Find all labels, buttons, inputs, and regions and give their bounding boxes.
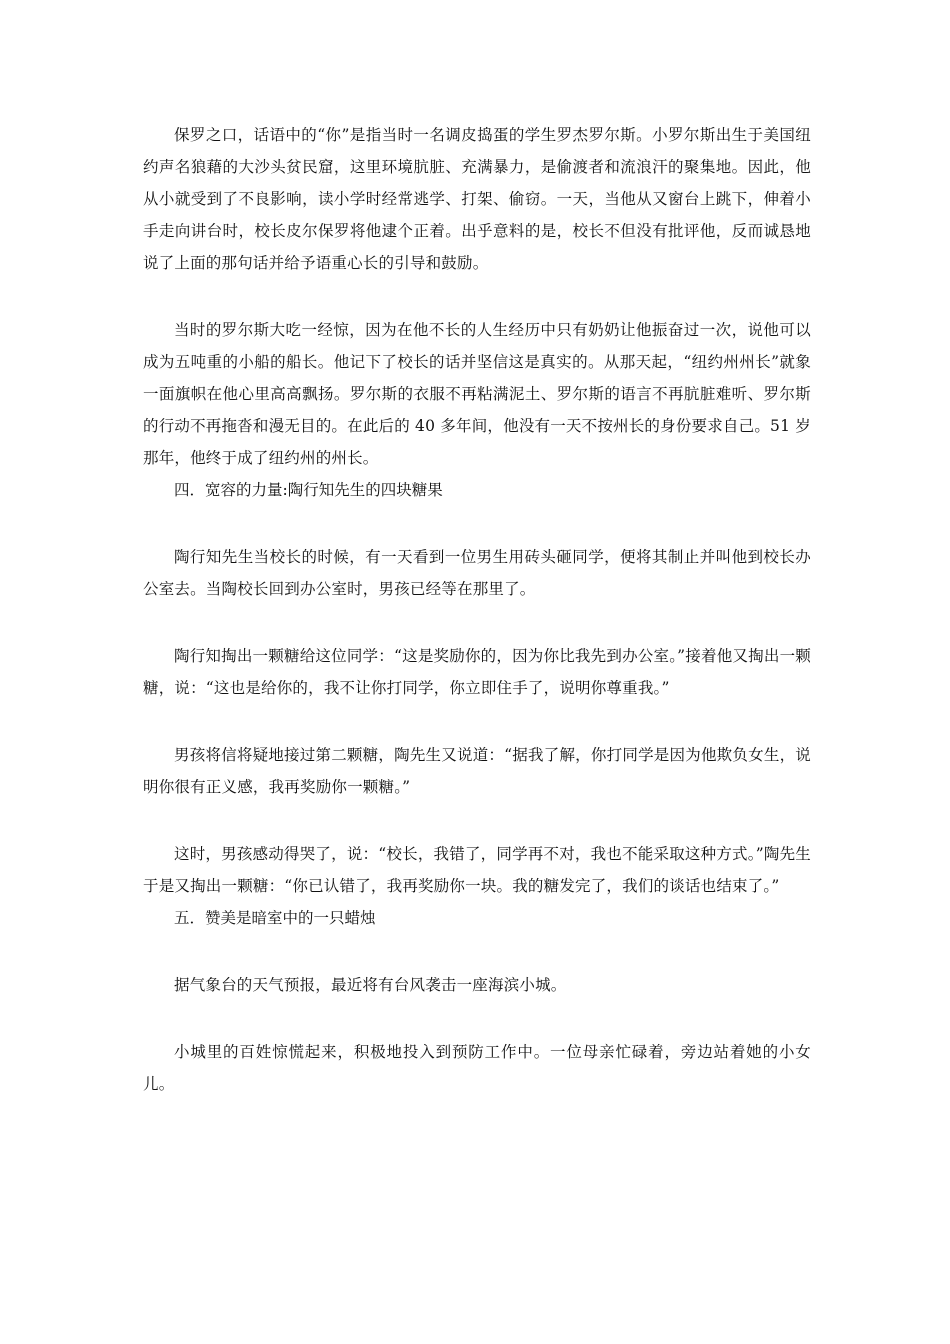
document-body	[143, 119, 811, 1100]
paragraph-typhoon-forecast: 据气象台的天气预报，最近将有台风袭击一座海滨小城。	[174, 976, 567, 994]
paragraph-first-candy: 陶行知掏出一颗糖给这位同学：“这是奖励你的，因为你比我先到办公室。”接着他又掏出一颗糖，说：“这也是给你的，我不让你打同学，你立即住手了，说明你尊重我。”	[143, 647, 811, 697]
paragraph-fourth-candy: 这时，男孩感动得哭了，说：“校长，我错了，同学再不对，我也不能采取这种方式。”陶先生于是又掏出一颗糖：“你已认错了，我再奖励你一块。我的糖发完了，我们的谈话也结束了。”	[143, 845, 811, 895]
paragraph-rogers-governor: 当时的罗尔斯大吃一经惊，因为在他不长的人生经历中只有奶奶让他振奋过一次，说他可以成为五吨重的小船的船长。他记下了校长的话并坚信这是真实的。从那天起，“纽约州州长”就象一面旗帜在他心里高高飘扬。罗尔斯的衣服不再粘满泥土、罗尔斯的语言不再肮脏难听、罗尔斯的行动不再拖沓和漫无目的。在此后的 40 多年间，他没有一天不按州长的身份要求自己。51 岁那年，他终于成了纽约州的州长。	[143, 321, 811, 467]
paragraph-second-candy: 男孩将信将疑地接过第二颗糖，陶先生又说道：“据我了解，你打同学是因为他欺负女生，说明你很有正义感，我再奖励你一颗糖。”	[143, 746, 811, 796]
paragraph-rogers-principal: 保罗之口，话语中的“你”是指当时一名调皮捣蛋的学生罗杰罗尔斯。小罗尔斯出生于美国纽约声名狼藉的大沙头贫民窟，这里环境肮脏、充满暴力，是偷渡者和流浪汗的聚集地。因此，他从小就受到了不良影响，读小学时经常逃学、打架、偷窃。一天，当他从又窗台上跳下，伸着小手走向讲台时，校长皮尔保罗将他逮个正着。出乎意料的是，校长不但没有批评他，反而诚恳地说了上面的那句话并给予语重心长的引导和鼓励。	[143, 126, 811, 272]
section-heading-praise: 五．赞美是暗室中的一只蜡烛	[174, 909, 376, 927]
paragraph-tao-principal: 陶行知先生当校长的时候，有一天看到一位男生用砖头砸同学，便将其制止并叫他到校长办公室去。当陶校长回到办公室时，男孩已经等在那里了。	[143, 548, 811, 598]
section-heading-tolerance: 四．宽容的力量:陶行知先生的四块糖果	[174, 481, 443, 499]
paragraph-mother-daughter: 小城里的百姓惊慌起来，积极地投入到预防工作中。一位母亲忙碌着，旁边站着她的小女儿。	[143, 1043, 811, 1093]
